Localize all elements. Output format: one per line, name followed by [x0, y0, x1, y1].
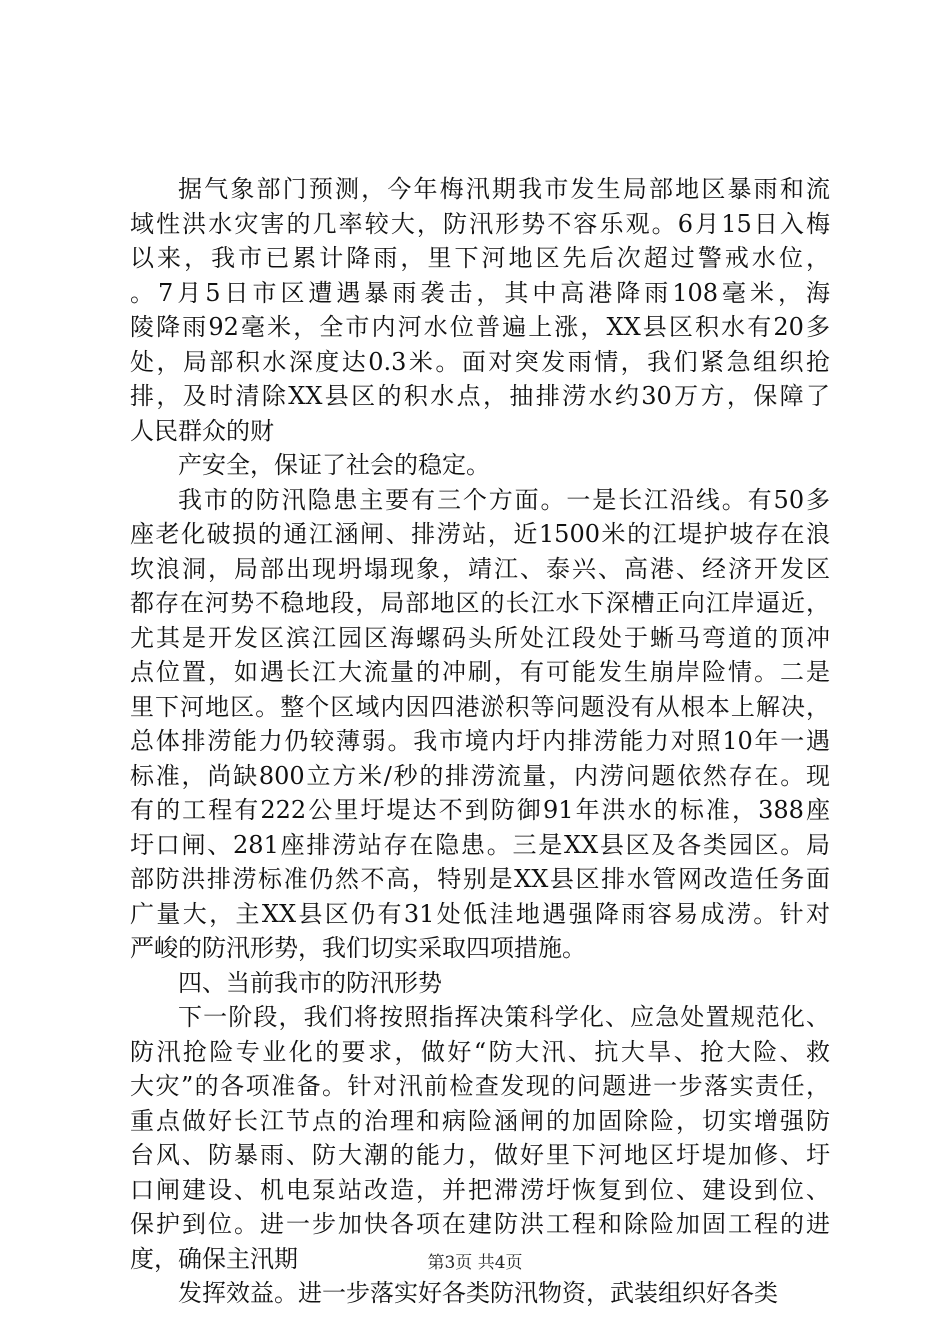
text-line: 。7月5日市区遭遇暴雨袭击，其中高港降雨108毫米，海	[130, 278, 830, 307]
text-line: 圩口闸、281座排涝站存在隐患。三是XX县区及各类园区。局	[130, 830, 830, 859]
text-line: 点位置，如遇长江大流量的冲刷，有可能发生崩岸险情。二是	[130, 658, 830, 686]
text-line: 排，及时清除XX县区的积水点，抽排涝水约30万方，保障了	[130, 382, 830, 410]
text-line: 发挥效益。进一步落实好各类防汛物资，武装组织好各类	[178, 1279, 778, 1307]
text-line: 防汛抢险专业化的要求，做好“防大汛、抗大旱、抢大险、救	[130, 1037, 830, 1066]
document-body	[130, 172, 830, 1311]
text-line: 标准，尚缺800立方米/秒的排涝流量，内涝问题依然存在。现	[130, 761, 830, 790]
text-line: 我市的防汛隐患主要有三个方面。一是长江沿线。有50多	[178, 485, 830, 514]
text-line: 口闸建设、机电泵站改造，并把滞涝圩恢复到位、建设到位、	[130, 1175, 830, 1204]
text-line: 台风、防暴雨、防大潮的能力，做好里下河地区圩堤加修、圩	[130, 1141, 830, 1169]
text-line: 总体排涝能力仍较薄弱。我市境内圩内排涝能力对照10年一遇	[130, 727, 830, 755]
text-line: 大灾”的各项准备。针对汛前检查发现的问题进一步落实责任，	[130, 1072, 830, 1100]
text-line: 严峻的防汛形势，我们切实采取四项措施。	[130, 934, 586, 962]
text-line: 据气象部门预测，今年梅汛期我市发生局部地区暴雨和流	[178, 175, 830, 203]
text-line: 陵降雨92毫米，全市内河水位普遍上涨，XX县区积水有20多	[130, 313, 830, 341]
text-line: 域性洪水灾害的几率较大，防汛形势不容乐观。6月15日入梅	[130, 209, 830, 238]
page-number-footer: 第3页 共4页	[427, 1253, 523, 1273]
text-line: 都存在河势不稳地段，局部地区的长江水下深槽正向江岸逼近，	[130, 589, 830, 617]
text-line: 以来，我市已累计降雨，里下河地区先后次超过警戒水位，	[130, 244, 830, 272]
text-line: 产安全，保证了社会的稳定。	[178, 451, 490, 479]
section-heading: 四、当前我市的防汛形势	[178, 968, 442, 997]
text-line: 广量大，主XX县区仍有31处低洼地遇强降雨容易成涝。针对	[130, 899, 830, 928]
text-line: 人民群众的财	[130, 416, 274, 445]
text-line: 部防洪排涝标准仍然不高，特别是XX县区排水管网改造任务面	[130, 865, 830, 893]
text-line: 度，确保主汛期	[130, 1244, 298, 1273]
text-line: 保护到位。进一步加快各项在建防洪工程和除险加固工程的进	[130, 1210, 830, 1238]
text-line: 里下河地区。整个区域内因四港淤积等问题没有从根本上解决，	[130, 692, 830, 721]
text-line: 有的工程有222公里圩堤达不到防御91年洪水的标准，388座	[130, 796, 830, 824]
text-line: 坎浪洞，局部出现坍塌现象，靖江、泰兴、高港、经济开发区	[130, 554, 830, 583]
text-line: 处，局部积水深度达0.3米。面对突发雨情，我们紧急组织抢	[130, 347, 830, 376]
text-line: 重点做好长江节点的治理和病险涵闸的加固除险，切实增强防	[130, 1106, 830, 1135]
text-line: 下一阶段，我们将按照指挥决策科学化、应急处置规范化、	[178, 1003, 830, 1031]
text-line: 尤其是开发区滨江园区海螺码头所处江段处于蜥马弯道的顶冲	[130, 623, 830, 652]
text-line: 座老化破损的通江涵闸、排涝站，近1500米的江堤护坡存在浪	[130, 520, 830, 548]
